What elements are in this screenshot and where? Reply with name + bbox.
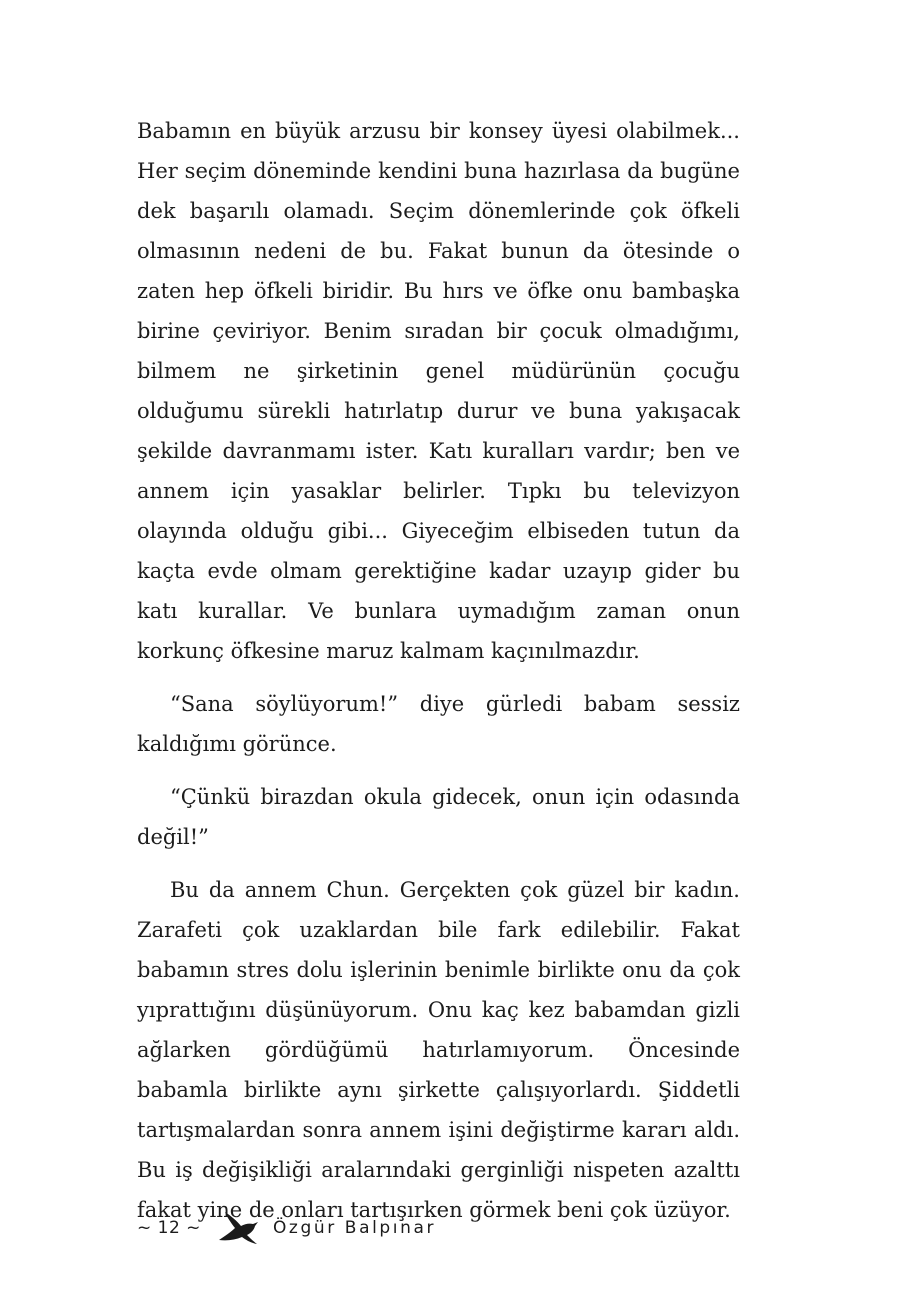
swallow-bird-icon (217, 1210, 259, 1246)
author-name: Özgür Balpınar (272, 1218, 437, 1238)
paragraph-3: “Çünkü birazdan okula gidecek, onun için odasında değil!” (137, 785, 740, 849)
paragraph-4: Bu da annem Chun. Gerçekten çok güzel bir kadın. Zarafeti çok uzaklardan bile fark edilebilir. Fakat babamın stres dolu işlerinin benimle birlikte onu da çok yıprattığını düşünüyorum. Onu kaç kez babamdan gizli ağlarken gördüğümü hatırlamıyorum. Öncesinde babamla birlikte aynı şirkette çalışıyorlardı. Şiddetli tartışmalardan sonra annem işini değiştirme kararı aldı. Bu iş değişikliği aralarındaki gerginliği nispeten azalttı fakat yine de onları tartışırken görmek beni çok üzüyor. (137, 878, 740, 1222)
body-text (137, 111, 740, 1243)
page-footer (137, 1208, 436, 1248)
page-number: ~ 12 ~ (137, 1218, 201, 1238)
paragraph-2: “Sana söylüyorum!” diye gürledi babam sessiz kaldığımı görünce. (137, 692, 740, 756)
paragraph-1: Babamın en büyük arzusu bir konsey üyesi olabilmek... Her seçim döneminde kendini buna hazırlasa da bugüne dek başarılı olamadı. Seçim dönemlerinde çok öfkeli olmasının nedeni de bu. Fakat bunun da ötesinde o zaten hep öfkeli biridir. Bu hırs ve öfke onu bambaşka birine çeviriyor. Benim sıradan bir çocuk olmadığımı, bilmem ne şirketinin genel müdürünün çocuğu olduğumu sürekli hatırlatıp durur ve buna yakışacak şekilde davranmamı ister. Katı kuralları vardır; ben ve annem için yasaklar belirler. Tıpkı bu televizyon olayında olduğu gibi... Giyeceğim elbiseden tutun da kaçta evde olmam gerektiğine kadar uzayıp gider bu katı kurallar. Ve bunlara uymadığım zaman onun korkunç öfkesine maruz kalmam kaçınılmazdır. (137, 119, 740, 663)
